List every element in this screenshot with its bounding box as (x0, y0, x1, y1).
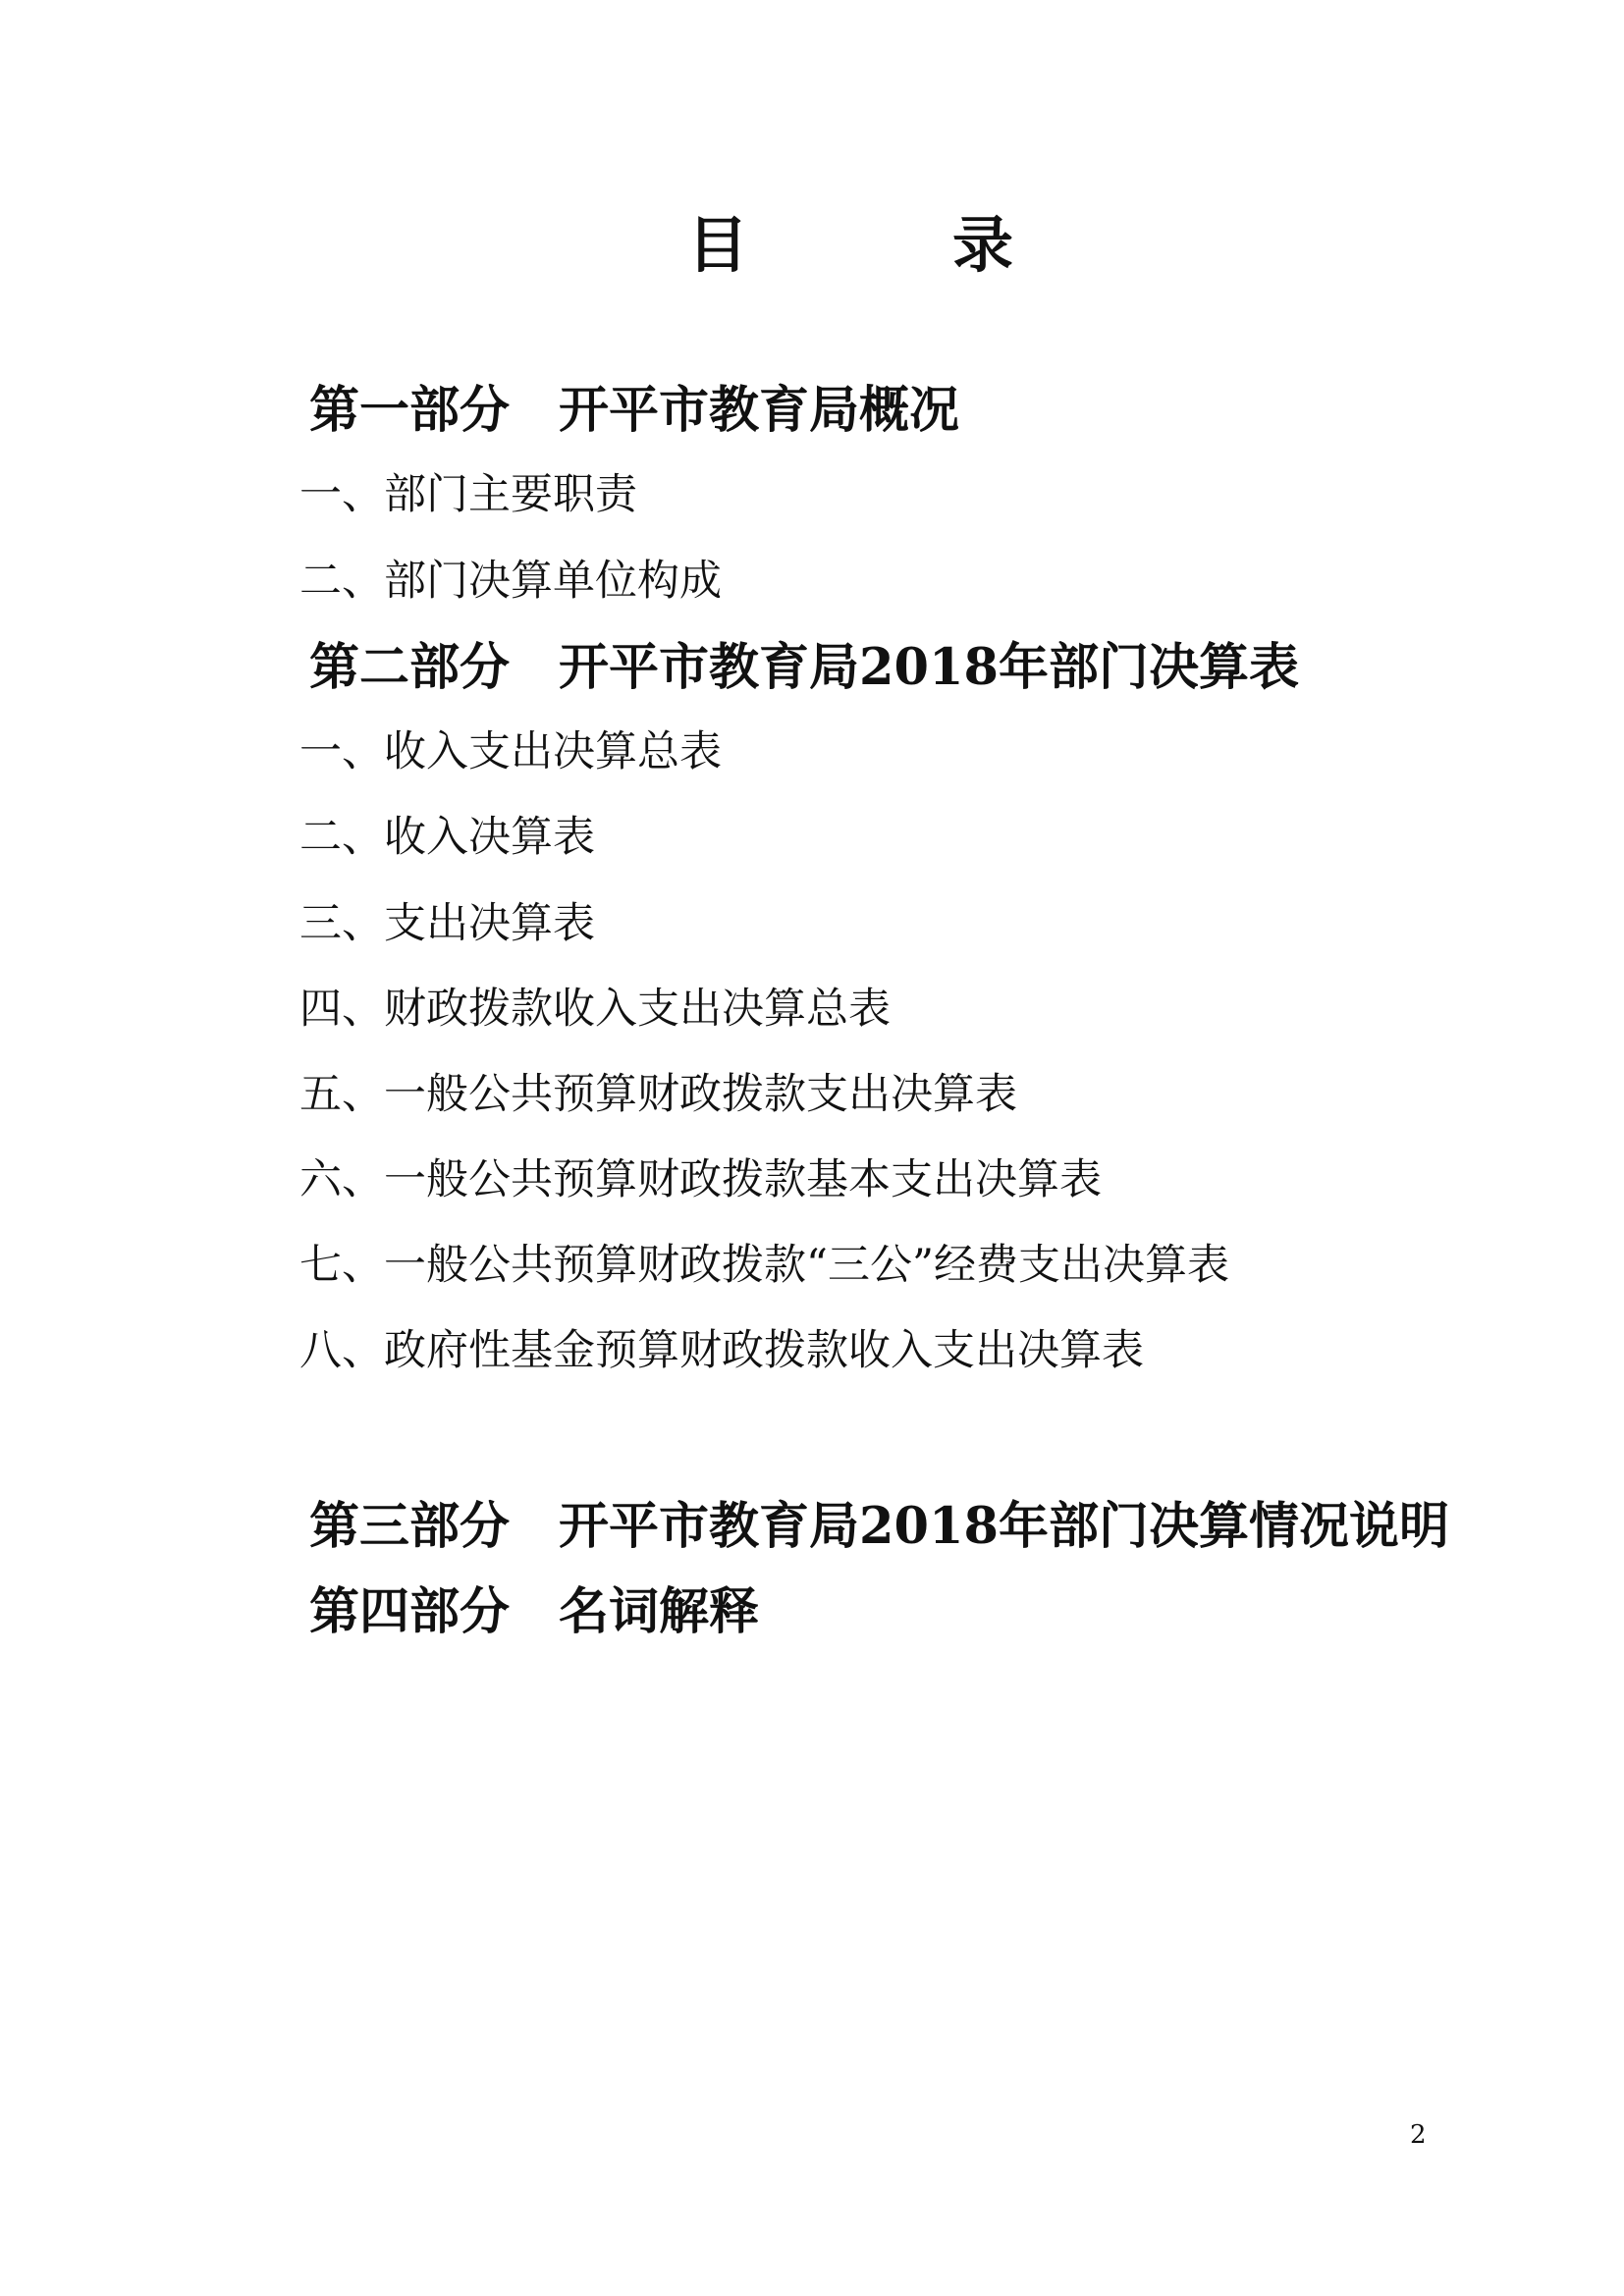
toc-item[interactable]: 五、一般公共预算财政拨款支出决算表 (299, 1070, 1017, 1119)
page-number: 2 (1410, 2120, 1427, 2150)
toc-item[interactable]: 三、支出决算表 (299, 899, 595, 948)
part-number: 第二部分 (309, 638, 511, 697)
toc-part-3[interactable] (309, 1497, 1449, 1561)
toc-item[interactable]: 六、一般公共预算财政拨款基本支出决算表 (299, 1155, 1102, 1204)
toc-part-1[interactable] (309, 381, 960, 445)
part-title: 开平市教育局2018年部门决算表 (559, 638, 1299, 697)
title-char-1: 目 (687, 209, 749, 281)
part-title: 开平市教育局概况 (559, 381, 960, 440)
part-title: 开平市教育局2018年部门决算情况说明 (559, 1497, 1449, 1556)
part-number: 第三部分 (309, 1497, 511, 1556)
toc-item[interactable]: 八、政府性基金预算财政拨款收入支出决算表 (299, 1326, 1144, 1375)
toc-item[interactable]: 二、收入决算表 (299, 813, 595, 862)
toc-item[interactable]: 二、部门决算单位构成 (299, 557, 722, 606)
part-number: 第四部分 (309, 1582, 511, 1641)
toc-part-2[interactable] (309, 638, 1299, 702)
part-number: 第一部分 (309, 381, 511, 440)
toc-item[interactable]: 七、一般公共预算财政拨款“三公”经费支出决算表 (299, 1241, 1229, 1290)
toc-part-4[interactable] (309, 1582, 760, 1646)
part-title: 名词解释 (559, 1582, 760, 1641)
toc-item[interactable]: 四、财政拨款收入支出决算总表 (299, 985, 891, 1034)
title-char-2: 录 (952, 209, 1014, 281)
toc-item[interactable]: 一、部门主要职责 (299, 470, 637, 519)
toc-item[interactable]: 一、收入支出决算总表 (299, 727, 722, 776)
